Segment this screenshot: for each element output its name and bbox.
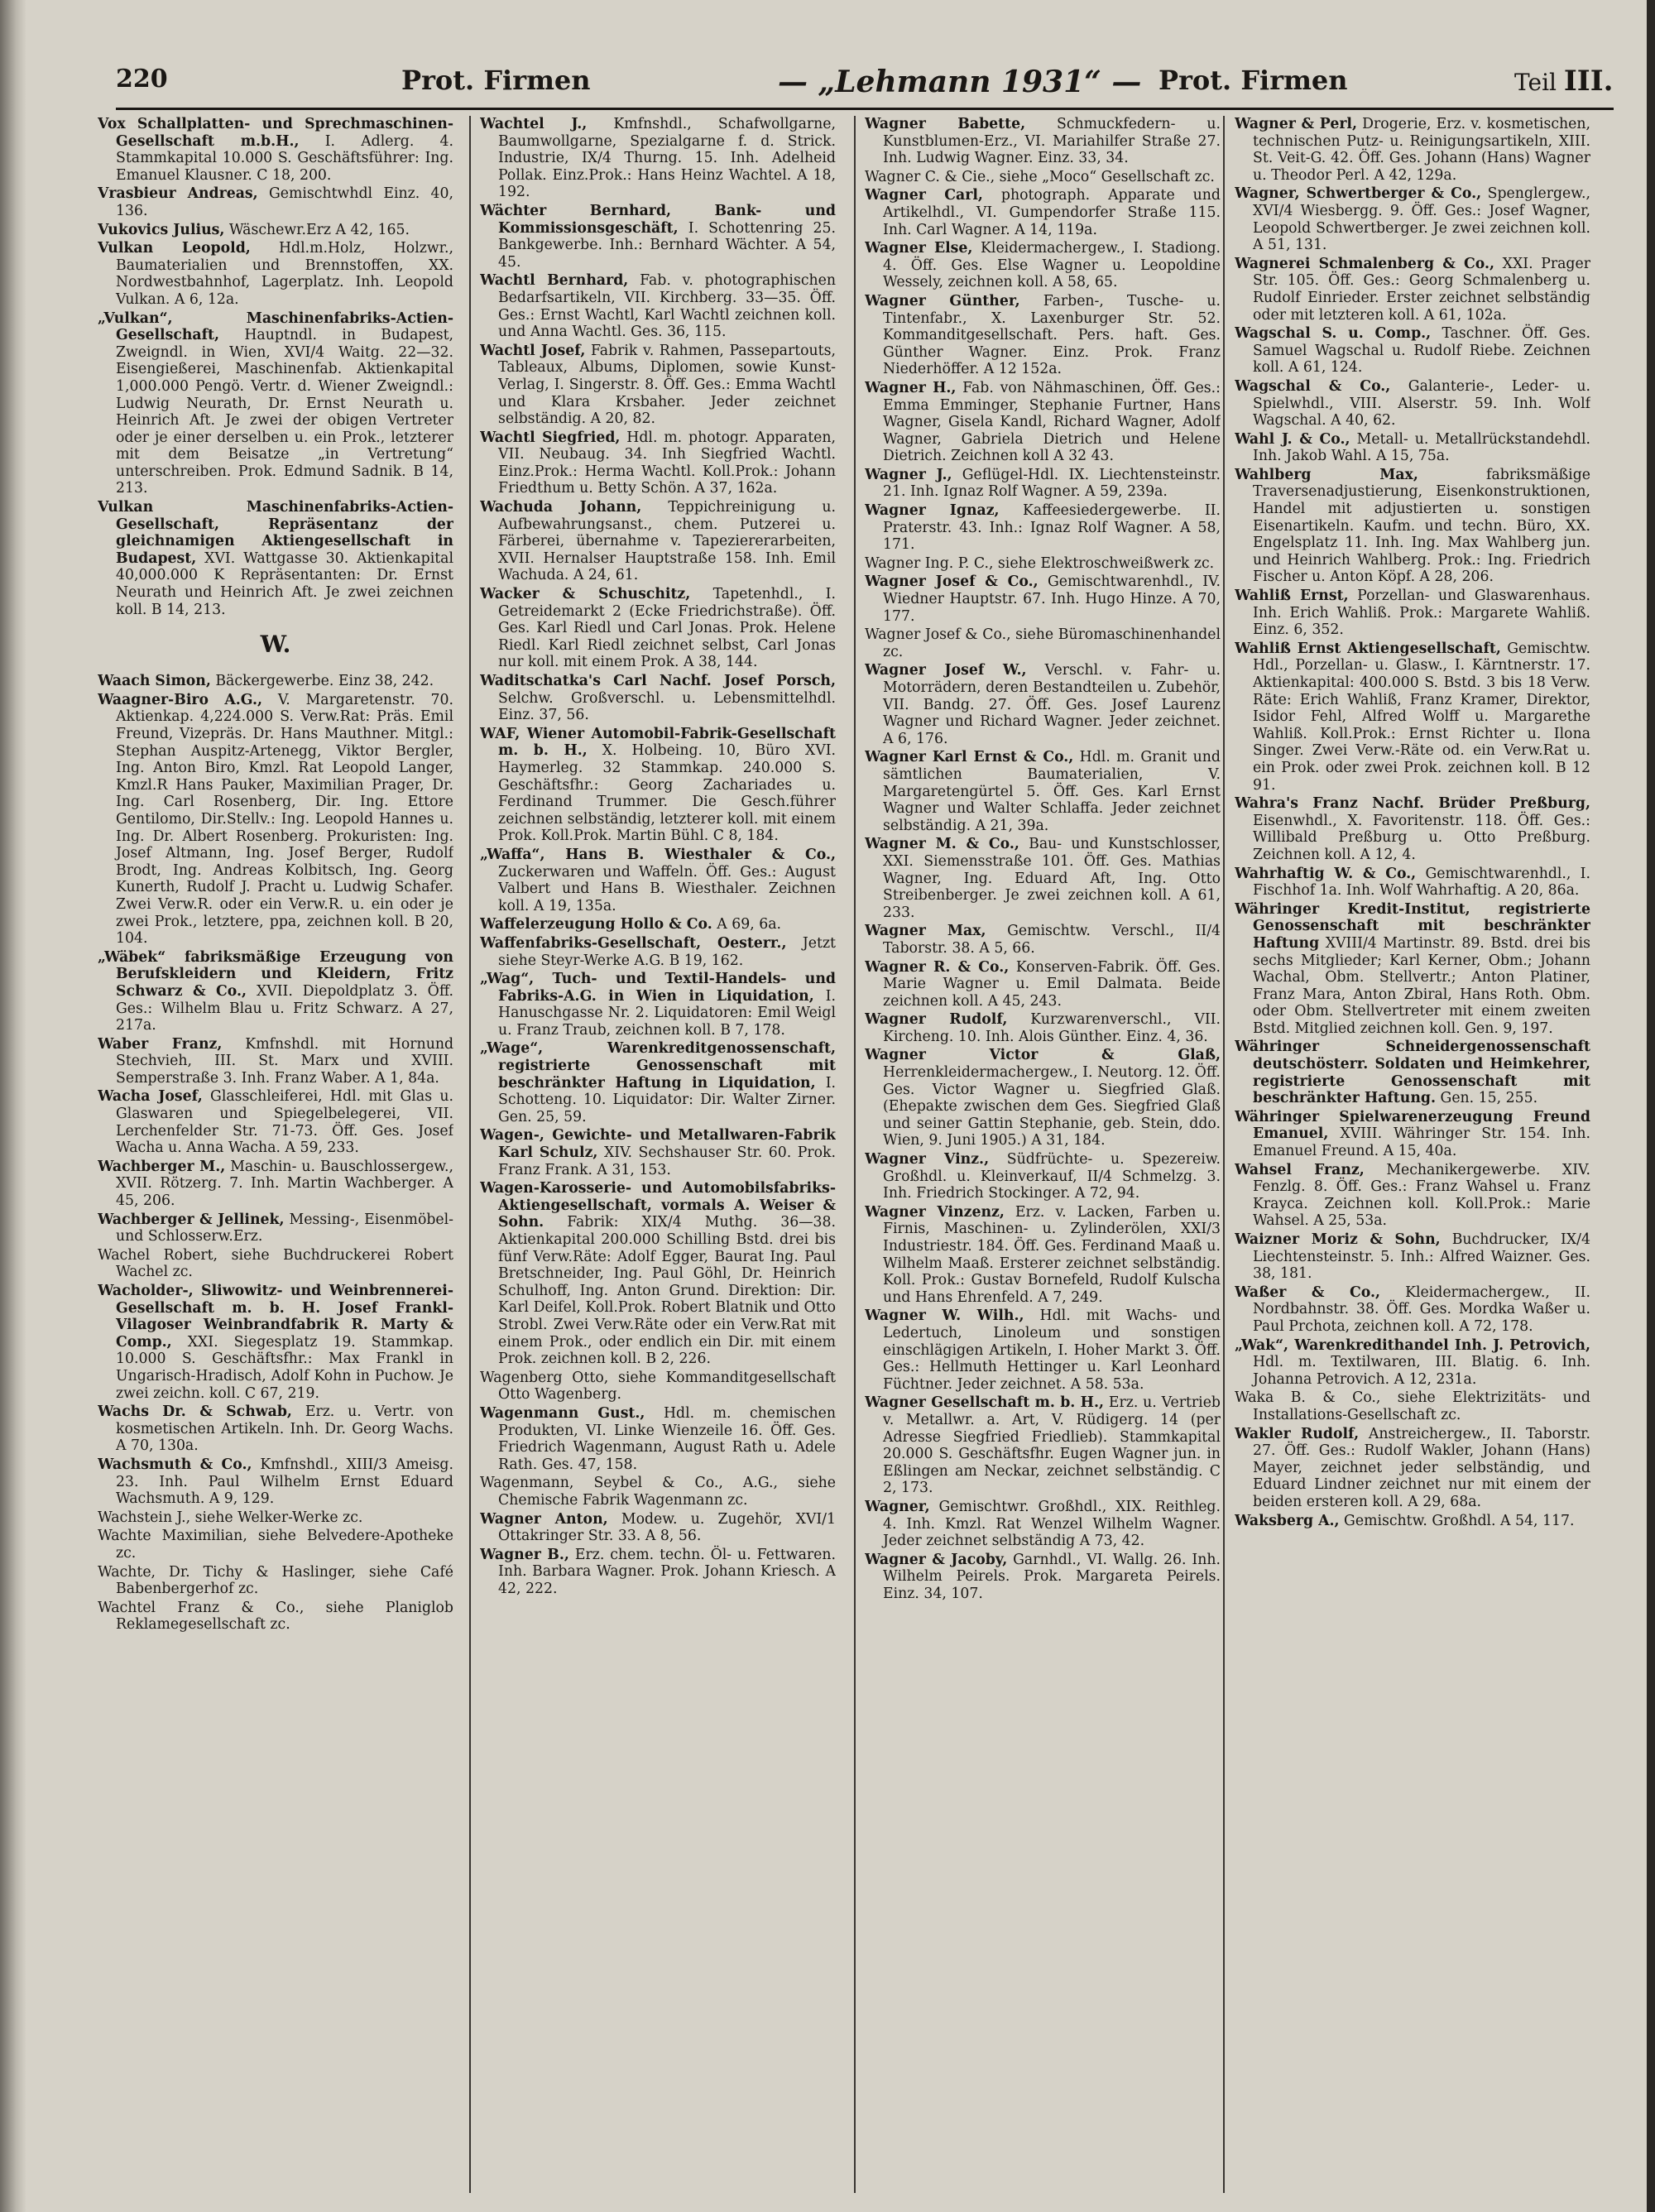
part-prefix: Teil (1514, 69, 1557, 96)
firm-entry (480, 586, 836, 671)
part-label (1514, 65, 1613, 98)
firm-details: Metall- u. Metallrückstandehdl. Inh. Jakob Wahl. A 15, 75a. (1253, 430, 1590, 465)
firm-name: Wagner Babette, (865, 116, 1026, 132)
firm-details: I. Adlerg. 4. Stammkapital 10.000 S. Geschäftsführer: Ing. Emanuel Klausner. C 18, 200. (116, 132, 453, 184)
firm-details: Kmfnshdl. mit Hornund Stechvieh, III. St. Marx und XVIII. Semperstraße 3. Inh. Franz Waber. A 1, 84a. (116, 1035, 453, 1087)
firm-details: Fab. von Nähmaschinen, Öff. Ges.: Emma Emminger, Stephanie Furtner, Hans Wagner, Gisela Kandl, Richard Wagner, Adolf Wagner, Gabriela Dietrich und Helene Dietrich. Zeichnen koll A 32 43. (883, 379, 1221, 465)
firm-details: Gemischtwarenhdl., I. Fischhof 1a. Inh. Wolf Wahrhaftig. A 20, 86a. (1253, 865, 1590, 900)
firm-entry (865, 380, 1221, 465)
firm-entry (98, 1212, 453, 1245)
firm-details: Hdl. m. Granit und sämtlichen Baumaterialien, V. Margaretengürtel 5. Öff. Ges. Karl Ernst Wagner und Walter Schlaffa. Jeder zeichnet selbständig. A 21, 39a. (883, 749, 1221, 834)
firm-entry (865, 626, 1221, 660)
firm-details: Hdl. m. photogr. Apparaten, VII. Neubaug. 34. Inh Siegfried Wachtl. Einz.Prok.: Herma Wachtl. Koll.Prok.: Johann Friedthum u. Betty Schön. A 37, 162a. (498, 429, 836, 497)
cross-reference: Waka B. & Co., siehe Elektrizitäts- und Installations-Gesellschaft zc. (1235, 1389, 1590, 1423)
firm-entry (865, 1047, 1221, 1149)
firm-name: Wakler Rudolf, (1235, 1425, 1360, 1442)
firm-entry (865, 293, 1221, 378)
firm-entry (98, 1159, 453, 1210)
firm-entry (1235, 1284, 1590, 1336)
firm-details: Kleidermachergew., I. Stadiong. 4. Öff. Ges. Else Wagner u. Leopoldine Wessely, zeichnen koll. A 58, 65. (883, 240, 1221, 291)
firm-entry (865, 467, 1221, 501)
cross-reference: Wagner Josef & Co., siehe Büromaschinenhandel zc. (865, 626, 1221, 660)
cross-reference: Wachstein J., siehe Welker-Werke zc. (98, 1509, 363, 1526)
firm-details: Kleidermachergew., II. Nordbahnstr. 38. Öff. Ges. Mordka Waßer u. Paul Prchota, zeichnen koll. A 72, 178. (1253, 1284, 1590, 1335)
firm-details: Bäckergewerbe. Einz 38, 242. (215, 673, 434, 690)
firm-details: Mechanikergewerbe. XIV. Fenzlg. 8. Öff. Ges.: Franz Wahsel u. Franz Krayca. Zeichnen koll. Koll.Prok.: Marie Wahsel. A 25, 53a. (1253, 1161, 1590, 1230)
firm-name: Wacker & Schuschitz, (480, 586, 691, 603)
firm-name: Waßer & Co., (1235, 1284, 1381, 1301)
firm-entry (1235, 1162, 1590, 1230)
firm-details: XVIII. Währinger Str. 154. Inh. Emanuel Freund. A 15, 40a. (1253, 1125, 1590, 1160)
firm-entry (98, 1247, 453, 1281)
firm-name: Wagner, Schwertberger & Co., (1235, 185, 1482, 203)
firm-name: Wächter Bernhard, Bank- und Kommissionsgeschäft, (480, 202, 836, 237)
cross-reference: Wachtel Franz & Co., siehe Planiglob Reklamegesellschaft zc. (98, 1599, 453, 1634)
firm-entry (865, 1394, 1221, 1497)
firm-name: Wagner Gesellschaft m. b. H., (865, 1394, 1105, 1412)
column-divider (854, 116, 856, 2193)
firm-entry (98, 116, 453, 184)
firm-entry (98, 1088, 453, 1156)
firm-entry (480, 1040, 836, 1125)
firm-details: Tapetenhdl., I. Getreidemarkt 2 (Ecke Friedrichstraße). Öff. Ges. Karl Riedl und Carl Jonas. Prok. Helene Riedl. Karl Riedl zeichnet selbst, Carl Jonas nur koll. mit einem Prok. A 38, 144. (498, 586, 836, 671)
firm-entry (865, 836, 1221, 921)
firm-details: Garnhdl., VI. Wallg. 26. Inh. Wilhelm Peirels. Prok. Margareta Peirels. Einz. 34, 107. (883, 1551, 1221, 1602)
firm-details: Selchw. Großverschl. u. Lebensmittelhdl. Einz. 37, 56. (498, 689, 836, 724)
firm-name: Vrasbieur Andreas, (98, 185, 258, 203)
firm-name: WAF, Wiener Automobil-Fabrik-Gesellschaft m. b. H., (480, 725, 836, 760)
cross-reference: Wagner C. & Cie., siehe „Moco“ Gesellschaft zc. (865, 168, 1215, 185)
page-header (116, 65, 1622, 108)
firm-entry (865, 959, 1221, 1010)
firm-entry (1235, 866, 1590, 900)
firm-name: „Wäbek“ fabriksmäßige Erzeugung von Berufskleidern und Kleidern, Fritz Schwarz & Co., (98, 948, 453, 1000)
firm-name: Waffenfabriks-Gesellschaft, Oesterr., (480, 934, 787, 952)
firm-name: „Wag“, Tuch- und Textil-Handels- und Fabriks-A.G. in Wien in Liquidation, (480, 971, 836, 1005)
firm-name: Wachuda Johann, (480, 499, 642, 516)
firm-entry (480, 272, 836, 340)
firm-details: Erz. u. Vertr. von kosmetischen Artikeln. Inh. Dr. Georg Wachs. A 70, 130a. (116, 1403, 453, 1455)
firm-entry (865, 240, 1221, 291)
firm-name: Wachsmuth & Co., (98, 1456, 252, 1473)
firm-name: Waber Franz, (98, 1035, 223, 1053)
firm-details: Wäschewr.Erz A 42, 165. (228, 221, 410, 238)
column-1 (98, 116, 453, 2193)
firm-name: Wachtl Siegfried, (480, 429, 621, 446)
firm-details: Modew. u. Zugehör, XVI/1 Ottakringer Str. 33. A 8, 56. (498, 1510, 836, 1545)
firm-entry (865, 1308, 1221, 1393)
firm-entry (480, 1370, 836, 1403)
firm-details: XVII. Diepoldplatz 3. Öff. Ges.: Wilhelm Blau u. Fritz Schwarz. A 27, 217a. (116, 982, 453, 1034)
firm-details: Zuckerwaren und Waffeln. Öff. Ges.: August Valbert und Hans B. Wiesthaler. Zeichnen koll. A 19, 135a. (498, 863, 836, 914)
firm-entry (98, 1509, 453, 1527)
firm-details: Geflügel-Hdl. IX. Liechtensteinstr. 21. Inh. Ignaz Rolf Wagner. A 59, 239a. (883, 466, 1221, 501)
firm-details: Porzellan- und Glaswarenhaus. Inh. Erich Wahliß. Prok.: Margarete Wahliß. Einz. 6, 352. (1253, 588, 1590, 639)
firm-details: Teppichreinigung u. Aufbewahrungsanst., chem. Putzerei u. Färberei, übernahme v. Tapeziererarbeiten, XVII. Hernalser Hauptstraße 158. Inh. Emil Wachuda. A 24, 61. (498, 499, 836, 584)
firm-entry (865, 187, 1221, 238)
firm-entry (865, 169, 1221, 186)
firm-name: Wacha Josef, (98, 1088, 203, 1106)
firm-entry (98, 1036, 453, 1087)
firm-entry (1235, 641, 1590, 794)
firm-entry (865, 1499, 1221, 1550)
firm-entry (480, 343, 836, 428)
column-4 (1235, 116, 1590, 2193)
firm-name: Wacholder-, Sliwowitz- und Weinbrennerei-Gesellschaft m. b. H. Josef Frankl-Vilagoser Weinbrandfabrik R. Marty & Comp., (98, 1283, 453, 1351)
firm-details: fabriksmäßige Traversenadjustierung, Eisenkonstruktionen, Handel mit adjustierten u. sonstigen Eisenartikeln. Kaufm. und techn. Büro, XX. Engelsplatz 11. Inh. Ing. Max Wahlberg jun. und Heinrich Wahlberg. Prok.: Ing. Friedrich Fischer u. Anton Köpf. A 28, 206. (1253, 466, 1590, 586)
firm-entry (480, 935, 836, 969)
firm-details: Galanterie-, Leder- u. Spielwhdl., VIII. Alserstr. 59. Inh. Wolf Wagschal. A 40, 62. (1253, 377, 1590, 429)
firm-details: Südfrüchte- u. Spezereiw. Großhdl. u. Kleinverkauf, II/4 Schmelzg. 3. Inh. Friedrich Stockinger. A 72, 94. (883, 1151, 1221, 1202)
firm-entry (98, 673, 453, 690)
firm-entry (98, 1528, 453, 1562)
firm-name: Wagner Anton, (480, 1510, 608, 1528)
firm-name: Währinger Kredit-Institut, registrierte Genossenschaft mit beschränkter Haftung (1235, 900, 1590, 952)
firm-details: I. Hanuschgasse Nr. 2. Liquidatoren: Emil Weigl u. Franz Traub, zeichnen koll. B 7, 178. (498, 987, 836, 1039)
firm-name: „Vulkan“, Maschinenfabriks-Actien-Gesellschaft, (98, 309, 453, 344)
firm-details: Herrenkleidermachergew., I. Neutorg. 12. Öff. Ges. Victor Wagner u. Siegfried Glaß. (Ehepakte zwischen dem Ges. Siegfried Glaß und seiner Gattin Stephanie, geb. Stein, ddo. Wien, 9. Juni 1905.) A 31, 184. (883, 1064, 1221, 1149)
firm-entry (865, 749, 1221, 834)
firm-entry (865, 1552, 1221, 1603)
firm-name: Wagner Rudolf, (865, 1011, 1008, 1029)
cross-reference: Wagner Ing. P. C., siehe Elektroschweißwerk zc. (865, 554, 1215, 572)
firm-entry (1235, 431, 1590, 465)
firm-details: X. Holbeing. 10, Büro XVI. Haymerleg. 32 Stammkap. 240.000 S. Geschäftsfhr.: Georg Zachariades u. Ferdinand Trummer. Die Gesch.führer zeichnen selbständig, letzterer koll. mit einem Prok. Koll.Prok. Martin Bühl. C 8, 184. (498, 742, 836, 845)
firm-entry (480, 1405, 836, 1473)
firm-entry (865, 1204, 1221, 1307)
firm-name: Vox Schallplatten- und Sprechmaschinen-Gesellschaft m.b.H., (98, 116, 453, 150)
firm-entry (865, 1011, 1221, 1045)
firm-name: Währinger Schneidergenossenschaft deutschösterr. Soldaten und Heimkehrer, registrierte Genossenschaft mit beschränkter Haftung. (1235, 1039, 1590, 1107)
firm-entry (480, 116, 836, 201)
firm-details: Hdl.m.Holz, Holzwr., Baumaterialien und Brennstoffen, XX. Nordwestbahnhof, Lagerplatz. Inh. Leopold Vulkan. A 6, 12a. (116, 240, 453, 308)
running-title-center: — „Lehmann 1931“ — (778, 65, 1142, 99)
firm-name: Waagner-Biro A.G., (98, 691, 262, 708)
firm-name: „Wage“, Warenkreditgenossenschaft, registrierte Genossenschaft mit beschränkter Haftung in Liquidation, (480, 1040, 836, 1092)
firm-details: Kmfnshdl., XIII/3 Ameisg. 23. Inh. Paul Wilhelm Ernst Eduard Wachsmuth. A 9, 129. (116, 1456, 453, 1508)
firm-name: „Waffa“, Hans B. Wiesthaler & Co., (480, 846, 836, 863)
firm-name: Wahrhaftig W. & Co., (1235, 865, 1417, 882)
page-number: 220 (116, 65, 168, 94)
firm-details: Farben-, Tusche- u. Tintenfabr., X. Laxenburger Str. 52. Kommanditgesellschaft. Pers. haft. Ges. Günther Wagner. Einz. Prok. Franz Niederhöffer. A 12 152a. (883, 292, 1221, 378)
firm-name: Wachs Dr. & Schwab, (98, 1403, 292, 1421)
firm-details: Gemischtw. Hdl., Porzellan- u. Glasw., I. Kärntnerstr. 17. Aktienkapital: 400.000 S. Bstd. 3 bis 18 Verw. Räte: Erich Wahliß, Franz Kramer, Direktor, Isidor Fehl, Alfred Wolff u. Margarethe Wahliß. Koll.Prok.: Ernst Richter u. Ilona Singer. Zwei Verw.-Räte od. ein Verw.Rat u. ein Prok. oder zwei Prok. zeichnen koll. B 12 91. (1253, 640, 1590, 794)
firm-name: Wahliß Ernst, (1235, 588, 1349, 605)
firm-name: Wachtl Bernhard, (480, 272, 629, 290)
firm-details: Fabrik v. Rahmen, Passepartouts, Tableaux, Albums, Diplomen, sowie Kunst-Verlag, I. Singerstr. 8. Öff. Ges.: Emma Wachtl und Klara Krsbaher. Jeder zeichnet selbständig. A 20, 82. (498, 342, 836, 428)
firm-name: Wagner R. & Co., (865, 958, 1010, 976)
firm-entry (865, 116, 1221, 167)
firm-details: Spenglergew., XVI/4 Wiesbergg. 9. Öff. Ges.: Josef Wagner, Leopold Schwertberger. Je zwei zeichnen koll. A 51, 131. (1253, 185, 1590, 254)
firm-details: Eisenwhdl., X. Favoritenstr. 118. Öff. Ges.: Willibald Preßburg u. Otto Preßburg. Zeichnen koll. A 12, 4. (1253, 812, 1590, 863)
firm-entry (480, 1511, 836, 1545)
firm-name: Wagner Else, (865, 240, 973, 257)
column-2 (480, 116, 836, 2193)
firm-details: Hdl. mit Wachs- und Ledertuch, Linoleum und sonstigen einschlägigen Artikeln, I. Hoher Markt 3. Öff. Ges.: Hellmuth Hettinger u. Karl Leonhard Füchtner. Jeder zeichnet. A 58. 53a. (883, 1308, 1221, 1393)
firm-name: Waach Simon, (98, 673, 211, 690)
running-title-left: Prot. Firmen (401, 65, 591, 96)
cross-reference: Wachel Robert, siehe Buchdruckerei Robert Wachel zc. (98, 1246, 453, 1281)
firm-name: Wagschal & Co., (1235, 377, 1391, 395)
firm-entry (480, 971, 836, 1039)
firm-details: Erz. chem. techn. Öl- u. Fettwaren. Inh. Barbara Wagner. Prok. Johann Kriesch. A 42, 222. (498, 1546, 836, 1597)
firm-name: Wahlberg Max, (1235, 466, 1418, 483)
firm-entry (480, 916, 836, 933)
firm-details: Fabrik: XIX/4 Muthg. 36—38. Aktienkapital 200.000 Schilling Bstd. drei bis fünf Verw.Räte: Adolf Egger, Baurat Ing. Paul Bretschneider, Ing. Paul Göhl, Dr. Heinrich Schulhoff, Ing. Anton Grund. Direktion: Dir. Karl Deifel, Koll.Prok. Robert Blatnik und Otto Strobl. Zwei Verw.Räte oder ein Verw.Rat mit einem Prok., oder endlich ein Dir. mit einem Prok. zeichnen koll. B 2, 226. (498, 1214, 836, 1368)
firm-entry (98, 1600, 453, 1634)
firm-details: XIV. Sechshauser Str. 60. Prok. Franz Frank. A 31, 153. (498, 1144, 836, 1178)
firm-name: Wagenmann Gust., (480, 1404, 645, 1422)
firm-name: Vulkan Leopold, (98, 240, 251, 257)
firm-entry (1235, 185, 1590, 253)
firm-name: Wagner Karl Ernst & Co., (865, 749, 1074, 766)
firm-details: XVIII/4 Martinstr. 89. Bstd. drei bis sechs Mitglieder; Karl Kerner, Obm.; Johann Wachal, Obm. Stellvertr.; Anton Platiner, Franz Mara, Anton Zbiral, Hans Roth. Obm. oder Obm. Stellvertreter mit einem zweiten Bstd. Mitglied zeichnen koll. Gen. 9, 197. (1253, 934, 1590, 1037)
firm-name: Wagschal S. u. Comp., (1235, 325, 1432, 343)
firm-entry (865, 502, 1221, 554)
firm-entry (480, 847, 836, 914)
firm-name: Waksberg A., (1235, 1512, 1340, 1529)
firm-name: Wachtl Josef, (480, 342, 586, 359)
firm-details: Gemischtwhdl Einz. 40, 136. (116, 185, 453, 219)
firm-name: Wagner M. & Co., (865, 836, 1019, 853)
firm-details: Maschin- u. Bauschlossergew., XVII. Rötzerg. 7. Inh. Martin Wachberger. A 45, 206. (116, 1158, 453, 1210)
firm-details: Fab. v. photographischen Bedarfsartikeln, VII. Kirchberg. 33—35. Öff. Ges.: Ernst Wachtl, Karl Wachtl zeichnen koll. und Anna Wachtl. Ges. 36, 115. (498, 272, 836, 341)
firm-details: XXI. Prager Str. 105. Öff. Ges.: Georg Schmalenberg u. Rudolf Einrieder. Erster zeichnet selbständig oder mit letzteren koll. A 61, 102a. (1253, 255, 1590, 324)
firm-name: Vukovics Julius, (98, 221, 225, 238)
cross-reference: Wachte Maximilian, siehe Belvedere-Apotheke zc. (98, 1528, 453, 1562)
firm-details: Hauptndl. in Budapest, Zweigndl. in Wien, XVI/4 Waitg. 22—32. Eisengießerei, Maschinenfab. Aktienkapital 1,000.000 Pengö. Vertr. d. Wiener Zweigndl.: Ludwig Neurath, Dr. Ernst Neurath u. Heinrich Aft. Je zwei der obigen Vertreter oder je einer derselben u. ein Prok., letzterer mit dem Beisatze „in Vertretung“ unterschreiben. Prok. Edmund Sadnik. B 14, 213. (116, 327, 453, 497)
part-number: III. (1563, 65, 1614, 98)
firm-name: Wagner Carl, (865, 187, 983, 204)
firm-entry (1235, 1039, 1590, 1106)
firm-entry (1235, 325, 1590, 377)
firm-entry (480, 203, 836, 271)
firm-name: Wahl J. & Co., (1235, 430, 1350, 448)
firm-details: I. Schotteng. 10. Liquidator: Dir. Walter Zirner. Gen. 25, 59. (498, 1074, 836, 1125)
firm-details: Kurzwarenverschl., VII. Kircheng. 10. Inh. Alois Günther. Einz. 4, 36. (883, 1011, 1221, 1045)
firm-entry (1235, 378, 1590, 429)
cross-reference: Wagenberg Otto, siehe Kommanditgesellschaft Otto Wagenberg. (480, 1369, 836, 1403)
firm-entry (480, 673, 836, 724)
firm-details: Gen. 15, 255. (1440, 1090, 1538, 1107)
firm-details: Konserven-Fabrik. Öff. Ges. Marie Wagner u. Emil Dalmata. Beide zeichnen koll. A 45, 243. (883, 958, 1221, 1010)
firm-entry (98, 1564, 453, 1598)
firm-entry (480, 1180, 836, 1368)
firm-entry (865, 662, 1221, 747)
firm-entry (480, 429, 836, 497)
firm-details: XVI. Wattgasse 30. Aktienkapital 40,000.000 K Repräsentanten: Dr. Ernst Neurath und Heinrich Aft. Je zwei zeichnen koll. B 14, 213. (116, 549, 453, 618)
firm-entry (1235, 467, 1590, 586)
header-rule (116, 108, 1614, 110)
firm-details: Anstreichergew., II. Taborstr. 27. Öff. Ges.: Rudolf Wakler, Johann (Hans) Mayer, zeichnet jeder selbständig, und Eduard Lindner zeichnet nur mit einem der beiden ersteren koll. A 29, 68a. (1253, 1425, 1590, 1510)
firm-name: Währinger Spielwarenerzeugung Freund Emanuel, (1235, 1108, 1590, 1143)
firm-details: Jetzt siehe Steyr-Werke A.G. B 19, 162. (498, 934, 836, 969)
firm-entry (480, 499, 836, 584)
firm-entry (1235, 1426, 1590, 1511)
firm-details: Erz. u. Vertrieb v. Metallwr. a. Art, V. Rüdigerg. 14 (per Adresse Siegfried Friedlieb). Stammkapital 20.000 S. Geschäftsfhr. Eugen Wagner jun. in Eßlingen am Neckar, zeichnet selbständig. C 2, 173. (883, 1394, 1221, 1497)
firm-details: Kaffeesiedergewerbe. II. Praterstr. 43. Inh.: Ignaz Rolf Wagner. A 58, 171. (883, 502, 1221, 554)
firm-entry (98, 222, 453, 239)
firm-details: A 69, 6a. (717, 916, 782, 933)
firm-entry (865, 923, 1221, 957)
firm-entry (480, 726, 836, 845)
firm-name: Wagner Ignaz, (865, 502, 1000, 520)
firm-details: Bau- und Kunstschlosser, XXI. Siemensstraße 101. Öff. Ges. Mathias Wagner, Ing. Eduard Aft, Ing. Otto Streibenberger. Je zwei zeichnen koll. A 61, 233. (883, 836, 1221, 921)
firm-name: Wagner J., (865, 466, 952, 483)
firm-name: Wagner Victor & Glaß, (865, 1047, 1221, 1064)
firm-name: Waffelerzeugung Hollo & Co. (480, 916, 712, 933)
firm-name: Wahra's Franz Nachf. Brüder Preßburg, (1235, 795, 1590, 813)
firm-name: Wachtel J., (480, 116, 588, 132)
firm-name: Wagner Vinz., (865, 1151, 990, 1168)
firm-details: photograph. Apparate und Artikelhdl., VI. Gumpendorfer Straße 115. Inh. Carl Wagner. A 14, 119a. (883, 187, 1221, 238)
firm-details: V. Margaretenstr. 70. Aktienkap. 4,224.000 S. Verw.Rat: Präs. Emil Freund, Vizepräs. Dr. Hans Mauthner. Mitgl.: Stephan Auspitz-Artenegg, Viktor Bergler, Ing. Anton Biro, Kmzl. Rat Leopold Langer, Kmzl.R Hans Pauker, Maximilian Prager, Dr. Ing. Carl Rosenberg, Dir. Ing. Ettore Gentilomo, Dir.Stellv.: Ing. Leopold Hannes u. Ing. Dr. Albert Rosenberg. Prokuristen: Ing. Josef Altmann, Ing. Josef Berger, Rudolf Brodt, Ing. Andreas Kolbitsch, Ing. Georg Kunerth, Rudolf J. Pracht u. Ludwig Schafer. Zwei Verw.R. oder ein Verw.R. u. ein oder je zwei Prok., letztere, ppa, zeichnen koll. B 20, 104. (116, 691, 453, 948)
firm-entry (98, 240, 453, 308)
firm-details: Gemischtwr. Großhdl., XIX. Reithleg. 4. Inh. Kmzl. Rat Wenzel Wilhelm Wagner. Jeder zeichnet selbständig A 73, 42. (883, 1498, 1221, 1550)
firm-details: Buchdrucker, IX/4 Liechtensteinstr. 5. Inh.: Alfred Waizner. Ges. 38, 181. (1253, 1231, 1590, 1283)
firm-entry (98, 949, 453, 1034)
firm-name: Wagner, (865, 1498, 930, 1515)
firm-details: I. Schottenring 25. Bankgewerbe. Inh.: Bernhard Wächter. A 54, 45. (498, 219, 836, 271)
firm-details: Glasschleiferei, Hdl. mit Glas u. Glaswaren und Spiegelbelegerei, VII. Lerchenfelder Str. 71-73. Öff. Ges. Josef Wacha u. Anna Wacha. A 59, 233. (116, 1088, 453, 1157)
firm-entry (98, 310, 453, 498)
firm-name: Waizner Moriz & Sohn, (1235, 1231, 1441, 1248)
firm-name: Wagen-Karosserie- und Automobilsfabriks-Aktiengesellschaft, vormals A. Weiser & Sohn. (480, 1180, 836, 1231)
firm-details: Messing-, Eisenmöbel- und Schlosserw.Erz. (116, 1211, 453, 1245)
firm-details: Drogerie, Erz. v. kosmetischen, technischen Putz- u. Reinigungsartikeln, XIII. St. Veit-G. 42. Öff. Ges. Johann (Hans) Wagner u. Theodor Perl. A 42, 129a. (1253, 116, 1590, 184)
firm-details: Schmuckfedern- u. Kunstblumen-Erz., VI. Mariahilfer Straße 27. Inh. Ludwig Wagner. Einz. 33, 34. (883, 116, 1221, 167)
firm-entry (865, 555, 1221, 573)
firm-entry (480, 1127, 836, 1178)
firm-name: „Wak“, Warenkredithandel Inh. J. Petrovich, (1235, 1336, 1590, 1354)
column-3 (865, 116, 1221, 2193)
firm-name: Waditschatka's Carl Nachf. Josef Porsch, (480, 673, 836, 689)
firm-name: Wahsel Franz, (1235, 1161, 1365, 1178)
firm-entry (1235, 256, 1590, 324)
firm-details: Taschner. Öff. Ges. Samuel Wagschal u. Rudolf Riebe. Zeichnen koll. A 61, 124. (1253, 325, 1590, 377)
firm-entry (1235, 1231, 1590, 1283)
firm-entry (98, 1283, 453, 1402)
firm-name: Wagner B., (480, 1546, 569, 1563)
firm-entry (480, 1547, 836, 1598)
column-divider (1223, 116, 1225, 2193)
firm-name: Wagner H., (865, 379, 957, 396)
firm-entry (1235, 588, 1590, 639)
firm-name: Wagner Josef W., (865, 662, 1027, 679)
firm-entry (1235, 901, 1590, 1038)
firm-entry (98, 692, 453, 948)
firm-details: Gemischtwarenhdl., IV. Wiedner Hauptstr. 67. Inh. Hugo Hinze. A 70, 177. (883, 573, 1221, 625)
firm-entry (1235, 1389, 1590, 1423)
firm-name: Wagnerei Schmalenberg & Co., (1235, 255, 1494, 272)
column-divider (469, 116, 471, 2193)
running-title-right: Prot. Firmen (1158, 65, 1348, 96)
firm-name: Wagner Max, (865, 923, 986, 940)
firm-entry (1235, 116, 1590, 184)
firm-name: Wachberger & Jellinek, (98, 1211, 285, 1228)
firm-entry (865, 573, 1221, 625)
firm-name: Wagner Günther, (865, 292, 1020, 309)
firm-details: Hdl. m. chemischen Produkten, VI. Linke Wienzeile 16. Öff. Ges. Friedrich Wagenmann, August Rath u. Adele Rath. Ges. 47, 158. (498, 1404, 836, 1473)
firm-name: Wachberger M., (98, 1158, 226, 1175)
section-letter: W. (260, 631, 291, 659)
firm-entry (98, 185, 453, 219)
firm-name: Wagner Josef & Co., (865, 573, 1039, 591)
firm-details: Verschl. v. Fahr- u. Motorrädern, deren Bestandteilen u. Zubehör, VII. Bandg. 27. Öff. Ges. Josef Laurenz Wagner und Richard Wagner. Jeder zeichnet. A 6, 176. (883, 662, 1221, 747)
firm-entry (480, 1475, 836, 1509)
cross-reference: Wagenmann, Seybel & Co., A.G., siehe Chemische Fabrik Wagenmann zc. (480, 1475, 836, 1509)
firm-entry (98, 1456, 453, 1508)
firm-entry (1235, 1109, 1590, 1160)
firm-name: Wagen-, Gewichte- und Metallwaren-Fabrik Karl Schulz, (480, 1127, 836, 1162)
firm-name: Wagner Vinzenz, (865, 1203, 1005, 1221)
firm-entry (1235, 1513, 1590, 1530)
firm-details: Gemischtw. Großhdl. A 54, 117. (1344, 1512, 1575, 1529)
firm-entry (1235, 1337, 1590, 1389)
firm-entry (1235, 795, 1590, 863)
cross-reference: Wachte, Dr. Tichy & Haslinger, siehe Café Babenbergerhof zc. (98, 1563, 453, 1598)
firm-details: Erz. v. Lacken, Farben u. Firnis, Maschinen- u. Zylinderölen, XXI/3 Industriestr. 184. Öff. Ges. Ferdinand Maaß u. Wilhelm Maaß. Ersterer zeichnet selbständig. Koll. Prok.: Gustav Bornefeld, Rudolf Kulscha und Hans Ehrenfeld. A 7, 249. (883, 1203, 1221, 1306)
firm-name: Wahliß Ernst Aktiengesellschaft, (1235, 640, 1501, 657)
firm-entry (98, 1403, 453, 1455)
firm-details: XXI. Siegesplatz 19. Stammkap. 10.000 S. Geschäftsfhr.: Max Frankl in Ungarisch-Hradisch, Adolf Kohn in Puchow. Je zwei zeichn. koll. C 67, 219. (116, 1333, 453, 1402)
firm-name: Wagner W. Wilh., (865, 1308, 1024, 1325)
firm-entry (865, 1151, 1221, 1202)
firm-name: Vulkan Maschinenfabriks-Actien-Gesellschaft, Repräsentanz der gleichnamigen Aktiengesellschaft in Budapest, (98, 499, 453, 567)
firm-details: Hdl. m. Textilwaren, III. Blatig. 6. Inh. Johanna Petrovich. A 12, 231a. (1253, 1354, 1590, 1388)
binding-shadow (0, 0, 26, 2212)
firm-entry (98, 499, 453, 618)
firm-name: Wagner & Jacoby, (865, 1551, 1008, 1568)
firm-details: Gemischtw. Verschl., II/4 Taborstr. 38. A 5, 66. (883, 923, 1221, 957)
firm-name: Wagner & Perl, (1235, 116, 1358, 132)
firm-details: Kmfnshdl., Schafwollgarne, Baumwollgarne, Spezialgarne f. d. Strick. Industrie, IX/4 Thurng. 15. Inh. Adelheid Pollak. Einz.Prok.: Hans Heinz Wachtel. A 18, 192. (498, 116, 836, 201)
